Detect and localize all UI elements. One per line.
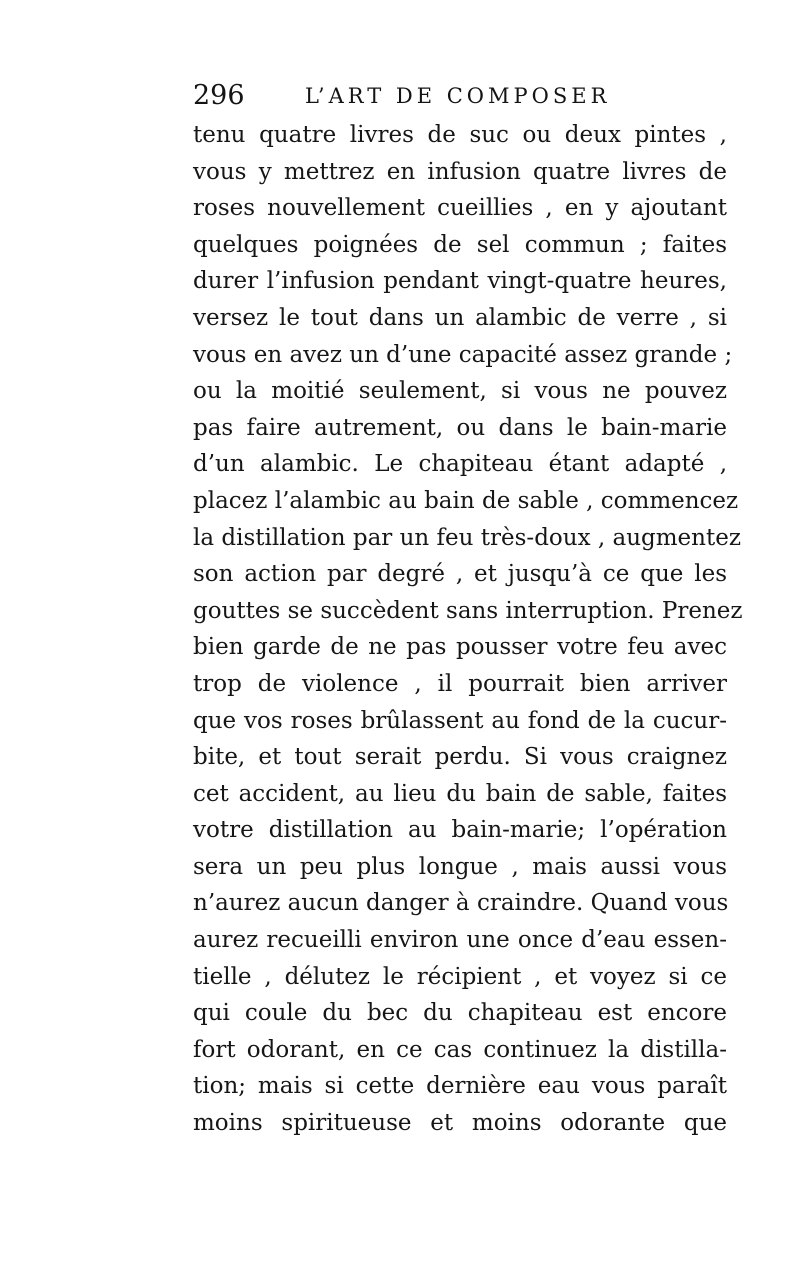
text-line: son action par degré , et jusqu’à ce que les [193,561,727,588]
text-line: bite, et tout serait perdu. Si vous craignez [193,744,727,771]
text-line: votre distillation au bain-marie; l’opération [193,817,727,844]
text-line: cet accident, au lieu du bain de sable, faites [193,780,727,807]
text-line: trop de violence , il pourrait bien arriver [193,670,727,697]
text-line: aurez recueilli environ une once d’eau essen- [193,927,727,954]
text-line: gouttes se succèdent sans interruption. Prenez [193,597,743,624]
text-line: roses nouvellement cueillies , en y ajoutant [193,195,727,222]
text-line: tenu quatre livres de suc ou deux pintes , [193,122,727,148]
page-header [193,80,733,114]
text-line: fort odorant, en ce cas continuez la distilla- [193,1036,727,1063]
text-line: pas faire autrement, ou dans le bain-marie [193,414,727,441]
text-line: durer l’infusion pendant vingt-quatre heures, [193,268,727,295]
body-text [193,117,743,1142]
running-title: L’ART DE COMPOSER [305,84,611,108]
text-line: sera un peu plus longue , mais aussi vous [193,853,727,880]
text-line: placez l’alambic au bain de sable , commencez [193,487,739,514]
text-line: quelques poignées de sel commun ; faites [193,231,727,258]
text-line: vous y mettrez en infusion quatre livres de [193,158,727,185]
text-line: moins spiritueuse et moins odorante que [193,1110,727,1137]
text-line: vous en avez un d’une capacité assez grande ; [193,341,733,368]
text-line: qui coule du bec du chapiteau est encore [193,1000,727,1027]
page-number: 296 [193,80,245,111]
text-line: la distillation par un feu très-doux , augmentez [193,524,741,551]
text-line: que vos roses brûlassent au fond de la cucur- [193,707,727,734]
text-line: n’aurez aucun danger à craindre. Quand vous [193,890,729,917]
text-line: bien garde de ne pas pousser votre feu avec [193,634,727,661]
text-line: versez le tout dans un alambic de verre , si [193,304,727,331]
text-line: ou la moitié seulement, si vous ne pouvez [193,378,727,405]
text-line: tielle , délutez le récipient , et voyez si ce [193,963,727,990]
text-line: d’un alambic. Le chapiteau étant adapté , [193,451,727,478]
text-line: tion; mais si cette dernière eau vous paraît [193,1073,727,1100]
